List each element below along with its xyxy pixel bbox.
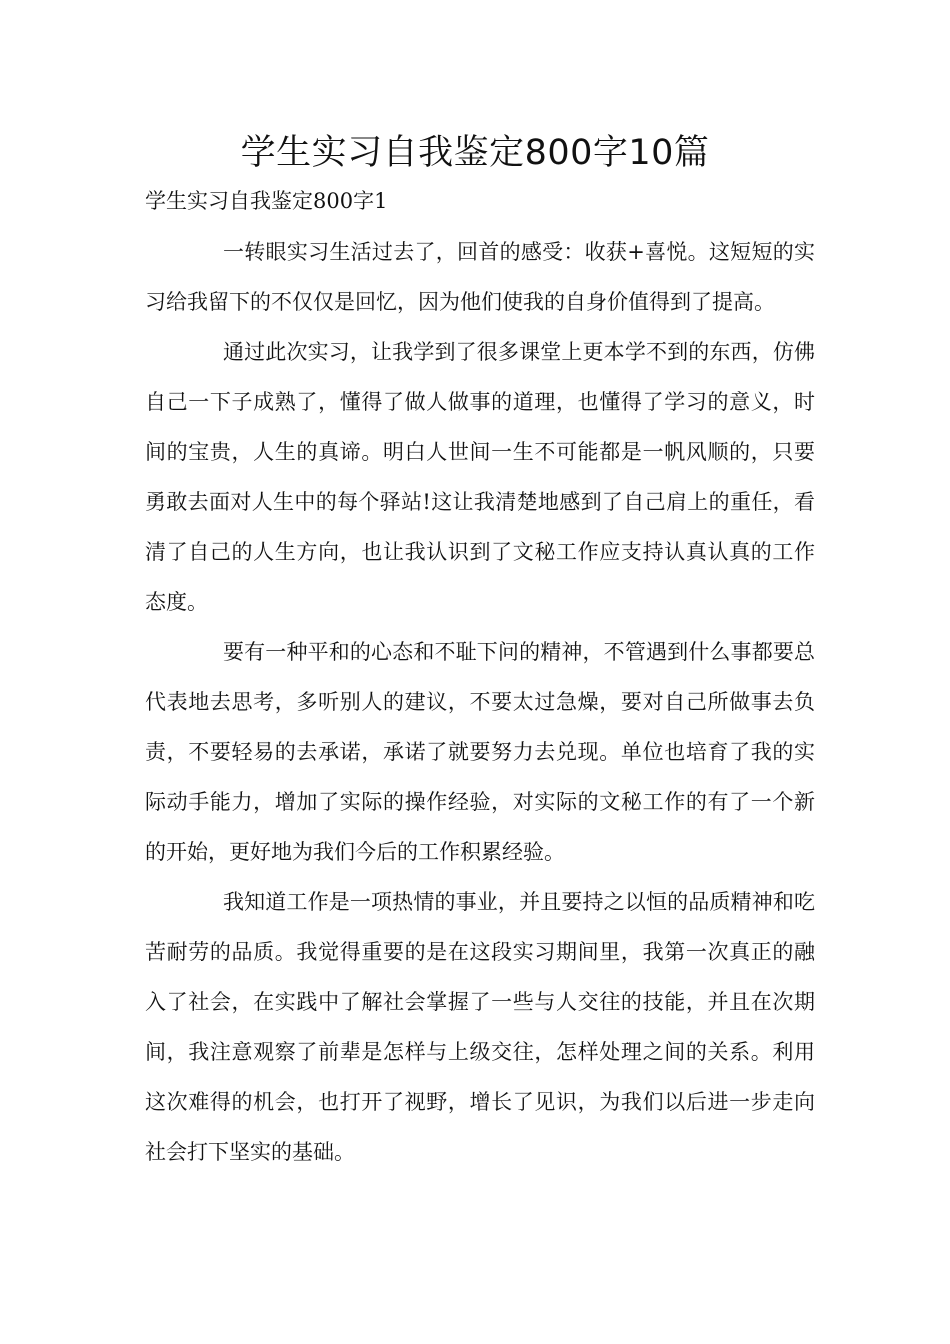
paragraph-2: 通过此次实习，让我学到了很多课堂上更本学不到的东西，仿佛自己一下子成熟了，懂得了做人做事的道理，也懂得了学习的意义，时间的宝贵，人生的真谛。明白人世间一生不可能都是一帆风顺的，只要勇敢去面对人生中的每个驿站!这让我清楚地感到了自己肩上的重任，看清了自己的人生方向，也让我认识到了文秘工作应支持认真认真的工作态度。 <box>145 340 815 614</box>
section-heading: 学生实习自我鉴定800字1 <box>145 189 388 213</box>
document-title: 学生实习自我鉴定800字10篇 <box>240 133 710 173</box>
document-body <box>145 227 815 1177</box>
paragraph-3: 要有一种平和的心态和不耻下问的精神，不管遇到什么事都要总代表地去思考，多听别人的建议，不要太过急燥，要对自己所做事去负责，不要轻易的去承诺，承诺了就要努力去兑现。单位也培育了我的实际动手能力，增加了实际的操作经验，对实际的文秘工作的有了一个新的开始，更好地为我们今后的工作积累经验。 <box>145 640 815 864</box>
paragraph-4: 我知道工作是一项热情的事业，并且要持之以恒的品质精神和吃苦耐劳的品质。我觉得重要的是在这段实习期间里，我第一次真正的融入了社会，在实践中了解社会掌握了一些与人交往的技能，并且在次期间，我注意观察了前辈是怎样与上级交往，怎样处理之间的关系。利用这次难得的机会，也打开了视野，增长了见识，为我们以后进一步走向社会打下坚实的基础。 <box>145 890 815 1164</box>
paragraph-1: 一转眼实习生活过去了，回首的感受：收获+喜悦。这短短的实习给我留下的不仅仅是回忆，因为他们使我的自身价值得到了提高。 <box>145 240 815 314</box>
